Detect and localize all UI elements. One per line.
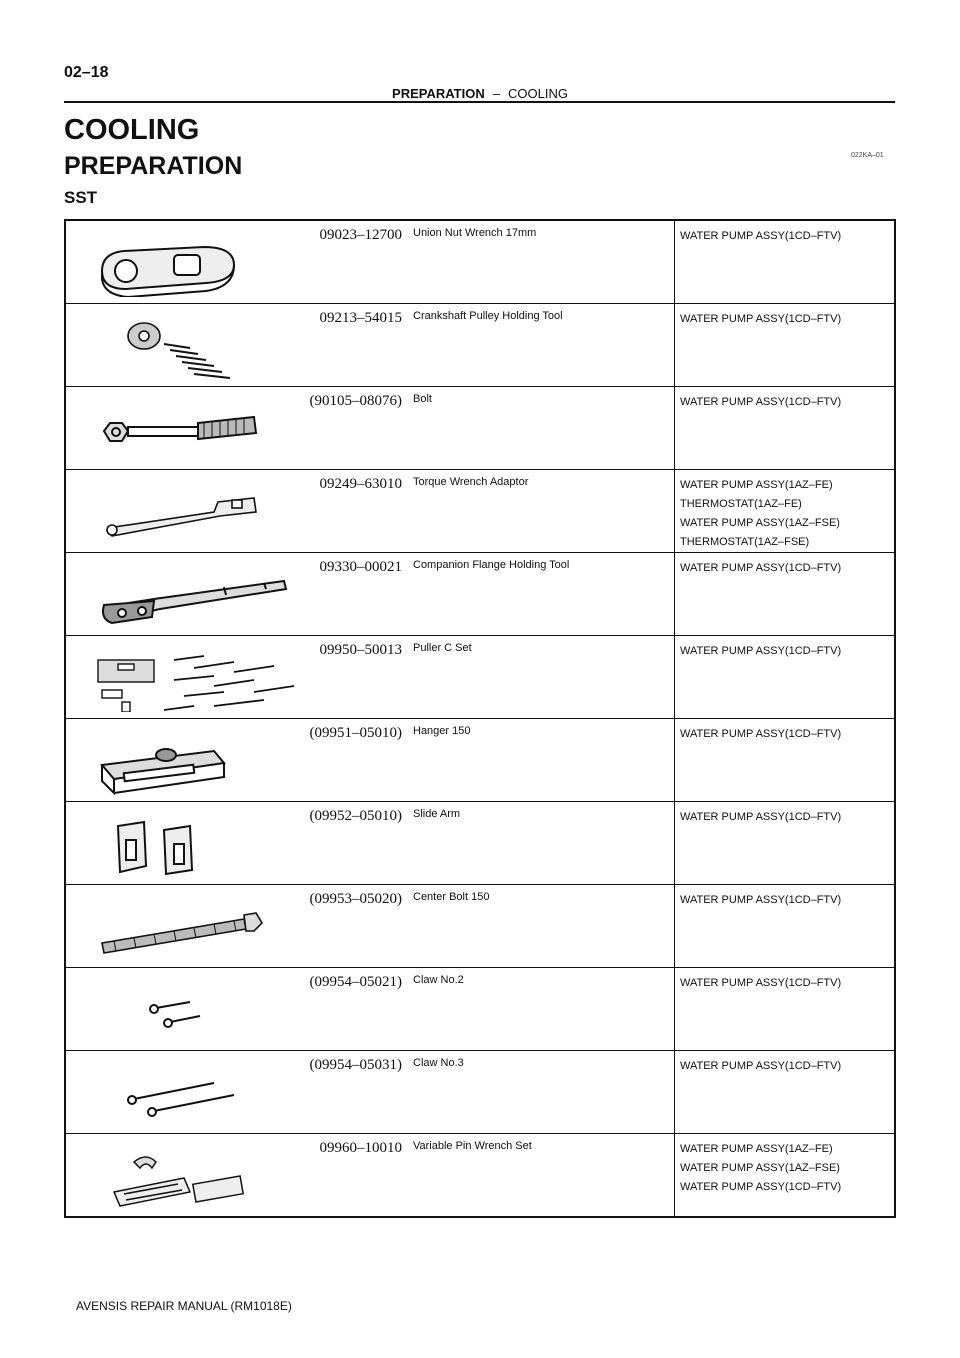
tool-name: Variable Pin Wrench Set [413,1140,532,1152]
tool-illustration-cell [65,553,410,636]
footer: AVENSIS REPAIR MANUAL (RM1018E) [76,1299,292,1313]
tool-part-number: (09952–05010) [309,808,402,824]
tool-usage-list [675,642,894,661]
tool-usage-list [675,725,894,744]
tool-usage-list [675,310,894,329]
tool-part-number: 09330–00021 [319,559,402,575]
union-nut-wrench-icon [94,235,304,297]
tool-usage-item: WATER PUMP ASSY(1AZ–FE) [680,1143,833,1155]
tool-row [65,968,895,1051]
tool-usage-list [675,393,894,412]
flange-holding-tool-icon [94,567,304,629]
tool-row [65,802,895,885]
sst-label: SST [64,188,98,207]
tool-name: Companion Flange Holding Tool [413,559,570,571]
slide-arm-icon [94,816,304,878]
tool-usage-item: WATER PUMP ASSY(1AZ–FE) [680,479,833,491]
puller-set-icon [94,650,304,712]
tool-illustration-cell [65,220,410,304]
tool-name: Hanger 150 [413,725,471,737]
tool-name: Puller C Set [413,642,472,654]
center-bolt-icon [94,899,304,961]
tool-part-number: (09951–05010) [309,725,402,741]
tool-usage-list [675,1140,894,1197]
tool-name: Torque Wrench Adaptor [413,476,529,488]
tool-illustration-cell [65,802,410,885]
figure-code: 022KA–01 [851,152,884,159]
tool-usage-item: WATER PUMP ASSY(1AZ–FSE) [680,1162,840,1174]
page-number: 02–18 [64,64,109,81]
tool-row [65,470,895,553]
tool-name: Center Bolt 150 [413,891,490,903]
header-rule [64,101,895,103]
tool-usage-item: WATER PUMP ASSY(1CD–FTV) [680,562,842,574]
tool-row [65,636,895,719]
running-header-separator: – [492,86,500,101]
tool-usage-item: WATER PUMP ASSY(1CD–FTV) [680,1060,842,1072]
tool-usage-item: WATER PUMP ASSY(1CD–FTV) [680,230,842,242]
tool-usage-item: WATER PUMP ASSY(1CD–FTV) [680,894,842,906]
claw-long-icon [94,1065,304,1127]
tool-name: Claw No.3 [413,1057,464,1069]
tool-name: Union Nut Wrench 17mm [413,227,537,239]
tool-part-number: (90105–08076) [309,393,402,409]
tool-row [65,220,895,304]
tool-illustration-cell [65,885,410,968]
tool-usage-list [675,891,894,910]
tool-illustration-cell [65,387,410,470]
tool-usage-list [675,227,894,246]
tool-usage-item: WATER PUMP ASSY(1CD–FTV) [680,728,842,740]
running-header-section: PREPARATION [392,86,485,101]
tool-name: Claw No.2 [413,974,464,986]
sst-table [64,219,896,1218]
tool-usage-list [675,559,894,578]
tool-illustration-cell [65,636,410,719]
tool-row [65,553,895,636]
tool-illustration-cell [65,470,410,553]
tool-illustration-cell [65,719,410,802]
tool-part-number: 09023–12700 [319,227,402,243]
tool-usage-item: WATER PUMP ASSY(1CD–FTV) [680,977,842,989]
page-title: COOLING [64,114,200,146]
claw-icon [94,982,304,1044]
tool-usage-item: WATER PUMP ASSY(1CD–FTV) [680,396,842,408]
tool-part-number: 09249–63010 [319,476,402,492]
tool-usage-list [675,476,894,552]
tool-usage-list [675,808,894,827]
hanger-icon [94,733,304,795]
tool-part-number: 09213–54015 [319,310,402,326]
bolt-icon [94,401,304,463]
pulley-holding-tool-icon [94,318,304,380]
tool-usage-item: WATER PUMP ASSY(1CD–FTV) [680,313,842,325]
pin-wrench-set-icon [94,1148,304,1210]
tool-illustration-cell [65,968,410,1051]
tool-row [65,387,895,470]
tool-part-number: 09960–10010 [319,1140,402,1156]
running-header-topic: COOLING [507,86,568,101]
page-subtitle: PREPARATION [64,152,243,180]
tool-usage-item: WATER PUMP ASSY(1CD–FTV) [680,811,842,823]
torque-wrench-adaptor-icon [94,484,304,546]
tool-name: Slide Arm [413,808,461,820]
tool-usage-list [675,1057,894,1076]
tool-usage-item: WATER PUMP ASSY(1AZ–FSE) [680,517,840,529]
tool-part-number: 09950–50013 [319,642,402,658]
tool-usage-item: THERMOSTAT(1AZ–FSE) [680,536,810,548]
tool-name: Bolt [413,393,432,405]
tool-row [65,304,895,387]
tool-usage-item: WATER PUMP ASSY(1CD–FTV) [680,645,842,657]
tool-usage-list [675,974,894,993]
tool-illustration-cell [65,1134,410,1218]
tool-part-number: (09954–05031) [309,1057,402,1073]
tool-illustration-cell [65,1051,410,1134]
tool-usage-item: WATER PUMP ASSY(1CD–FTV) [680,1181,842,1193]
running-header [0,86,960,101]
tool-row [65,885,895,968]
tool-row [65,719,895,802]
tool-usage-item: THERMOSTAT(1AZ–FE) [680,498,802,510]
tool-name: Crankshaft Pulley Holding Tool [413,310,563,322]
tool-part-number: (09953–05020) [309,891,402,907]
tool-row [65,1051,895,1134]
tool-part-number: (09954–05021) [309,974,402,990]
tool-illustration-cell [65,304,410,387]
tool-row [65,1134,895,1218]
